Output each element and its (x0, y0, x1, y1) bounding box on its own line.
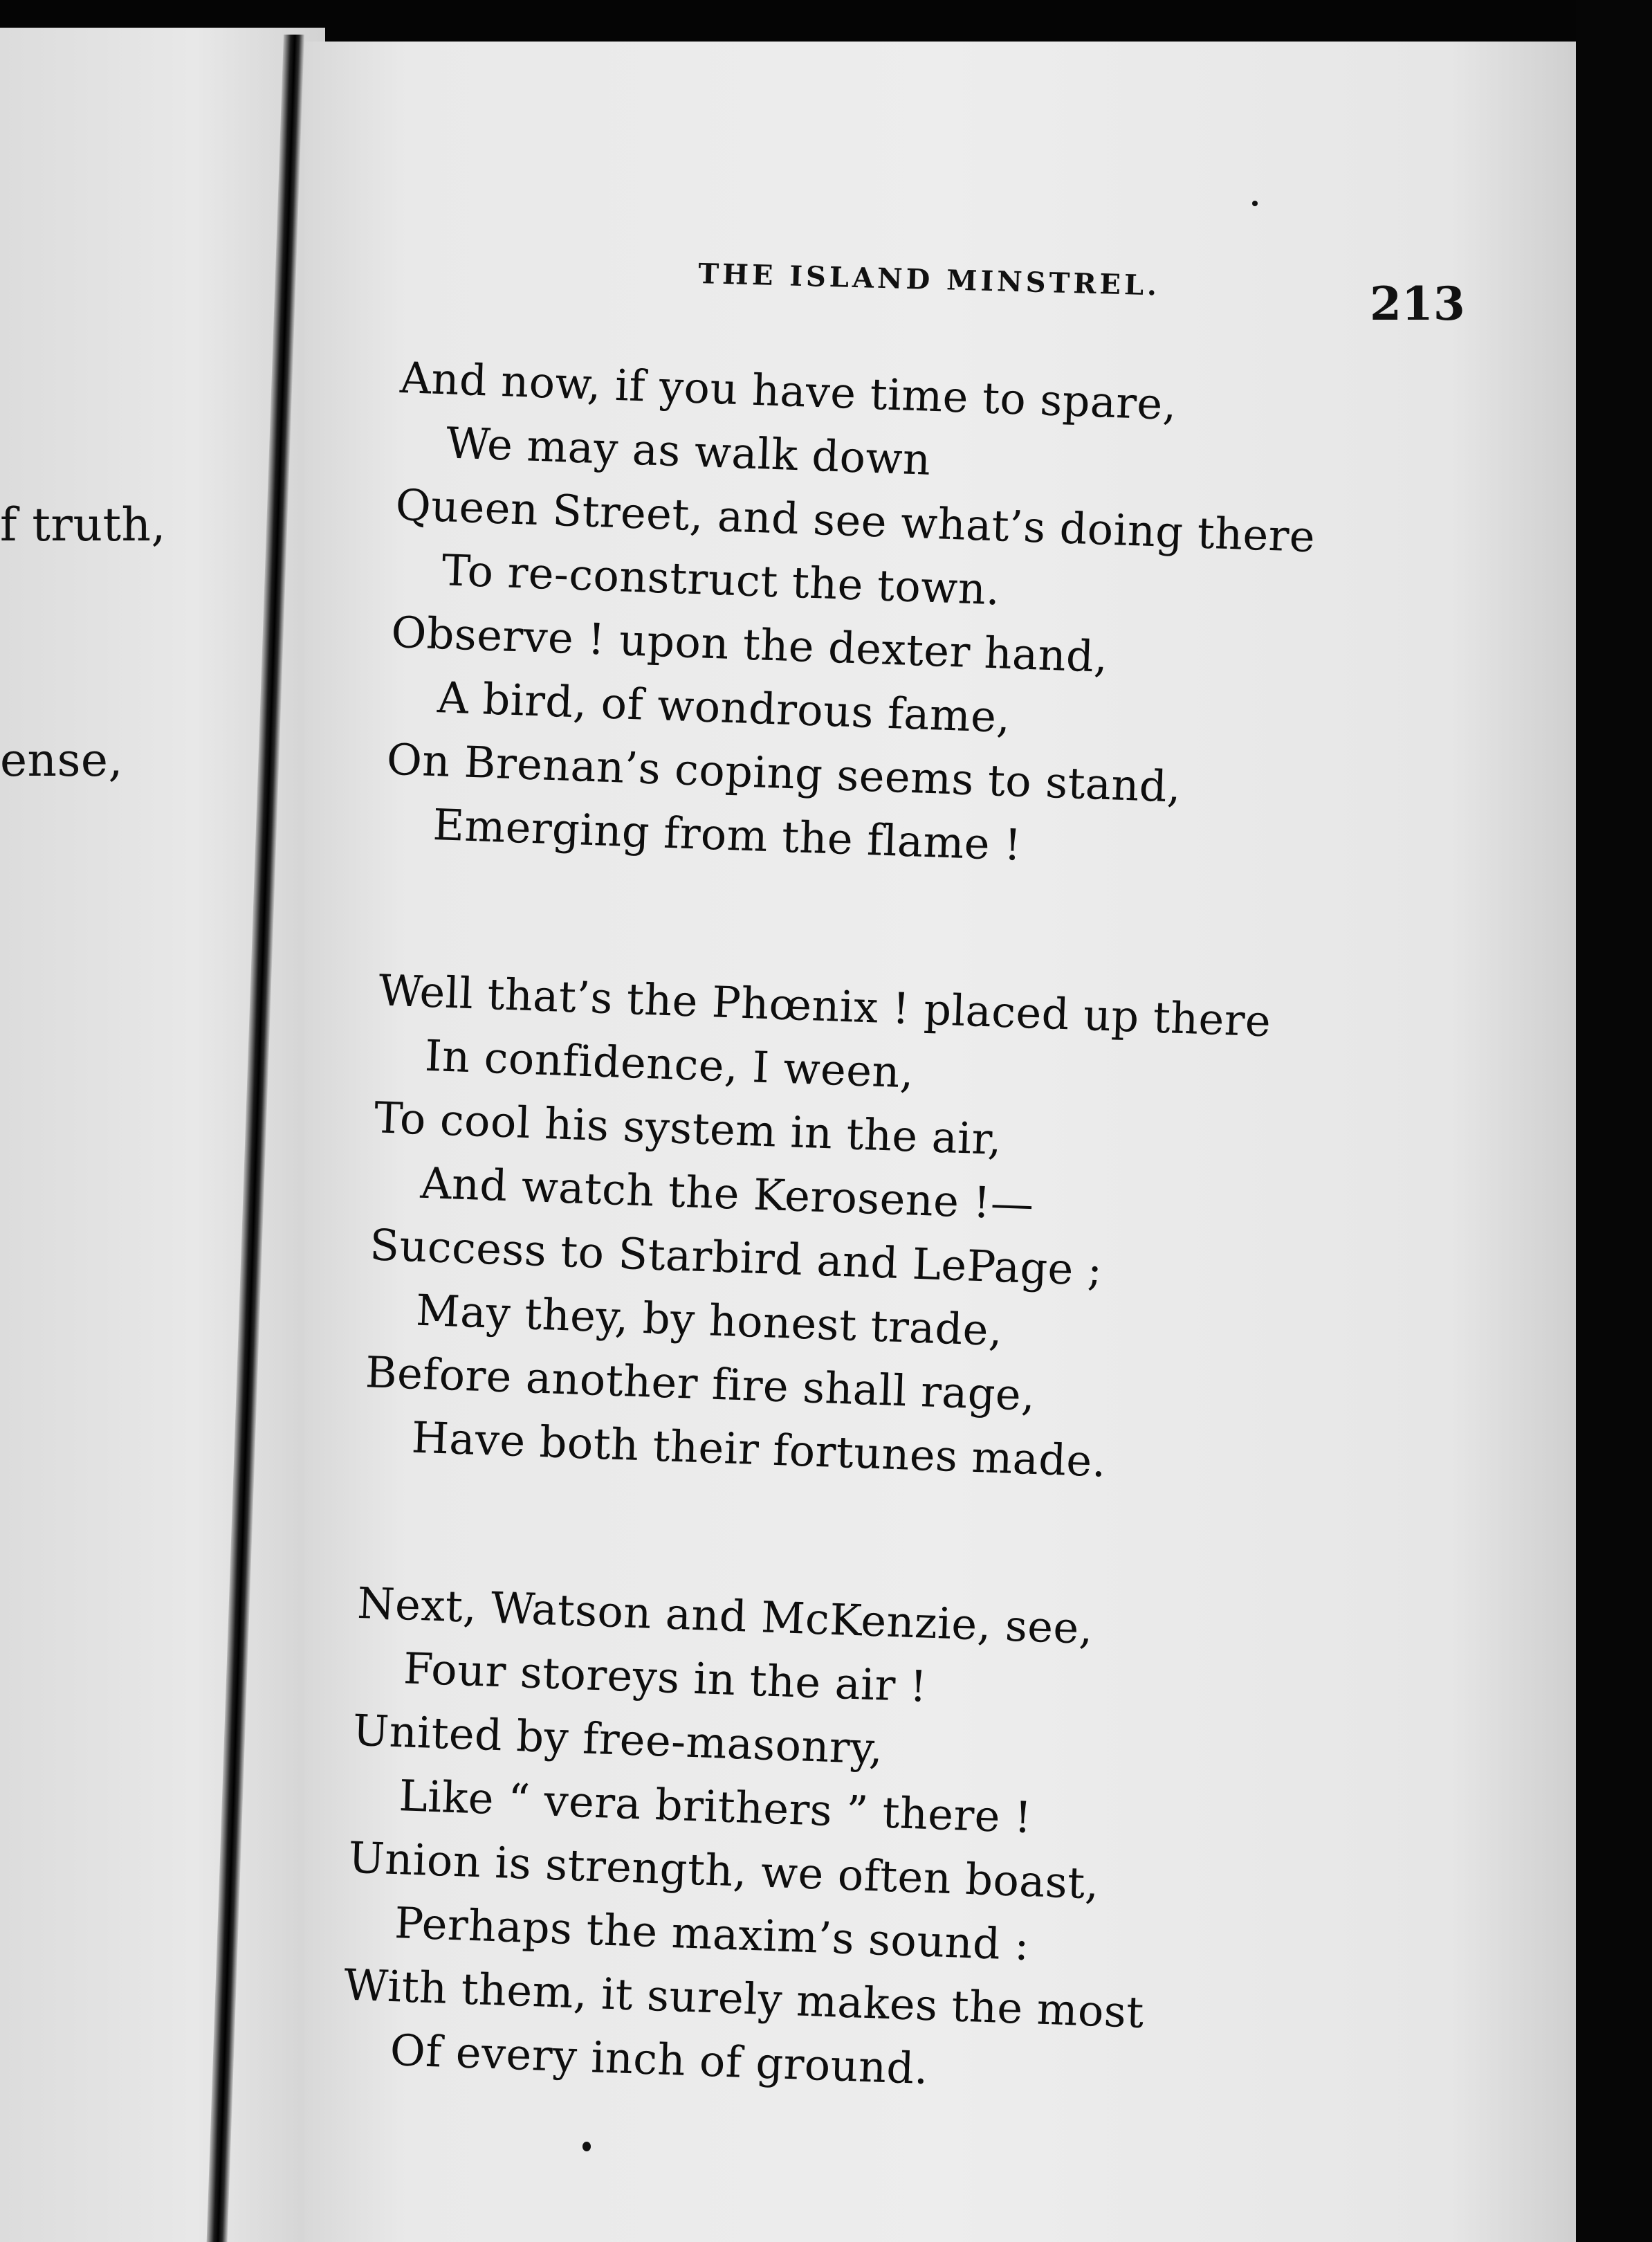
poem-line: Next, Watson and McKenzie, see, (356, 1577, 1094, 1655)
poem-stanza-2 (362, 958, 1348, 1501)
poem-line: May they, by honest trade, (415, 1284, 1004, 1356)
poem-stanza-3 (340, 1571, 1326, 2114)
poem-line: Emerging from the flame ! (432, 799, 1022, 871)
poem-line: United by free-masonry, (351, 1704, 884, 1774)
poem-line: Observe ! upon the dexter hand, (390, 606, 1109, 682)
left-page-fragment-1: f truth, (0, 498, 166, 552)
scan-speck (1252, 201, 1258, 206)
poem-line: Success to Starbird and LePage ; (369, 1219, 1103, 1296)
poem-line: To re-construct the town. (441, 545, 1001, 615)
poem-line: In confidence, I ween, (423, 1030, 915, 1098)
poem-line: A bird, of wondrous fame, (437, 672, 1011, 743)
poem-line: To cool his system in the air, (373, 1092, 1003, 1165)
poem-line: Union is strength, we often boast, (347, 1832, 1101, 1909)
poem-line: And watch the Kerosene !— (419, 1157, 1035, 1230)
poem-line: Four storeys in the air ! (403, 1643, 928, 1712)
poem-line: Well that’s the Phœnix ! placed up there (378, 965, 1272, 1047)
scan-border-right (1576, 0, 1652, 2242)
left-page-fragment-2: ense, (0, 733, 123, 787)
poem-body (337, 346, 1369, 2218)
poem-line: On Brenan’s coping seems to stand, (385, 733, 1182, 812)
poem-line: And now, if you have time to spare, (399, 352, 1178, 430)
poem-line: Like “ vera brithers ” there ! (398, 1770, 1033, 1843)
poem-line: Have both their fortunes made. (410, 1412, 1108, 1487)
running-title: THE ISLAND MINSTREL. (697, 257, 1161, 302)
scan-speck (582, 2142, 591, 2151)
page-number: 213 (1370, 277, 1465, 331)
poem-line: We may as walk down (445, 417, 932, 485)
poem-stanza-1 (383, 346, 1369, 888)
poem-line: Of every inch of ground. (389, 2024, 930, 2095)
poem-line: Perhaps the maxim’s sound : (394, 1897, 1031, 1971)
poem-line: Before another fire shall rage, (364, 1347, 1036, 1421)
poem-line: Queen Street, and see what’s doing there (394, 479, 1316, 563)
poem-line: With them, it surely makes the most (343, 1959, 1145, 2038)
